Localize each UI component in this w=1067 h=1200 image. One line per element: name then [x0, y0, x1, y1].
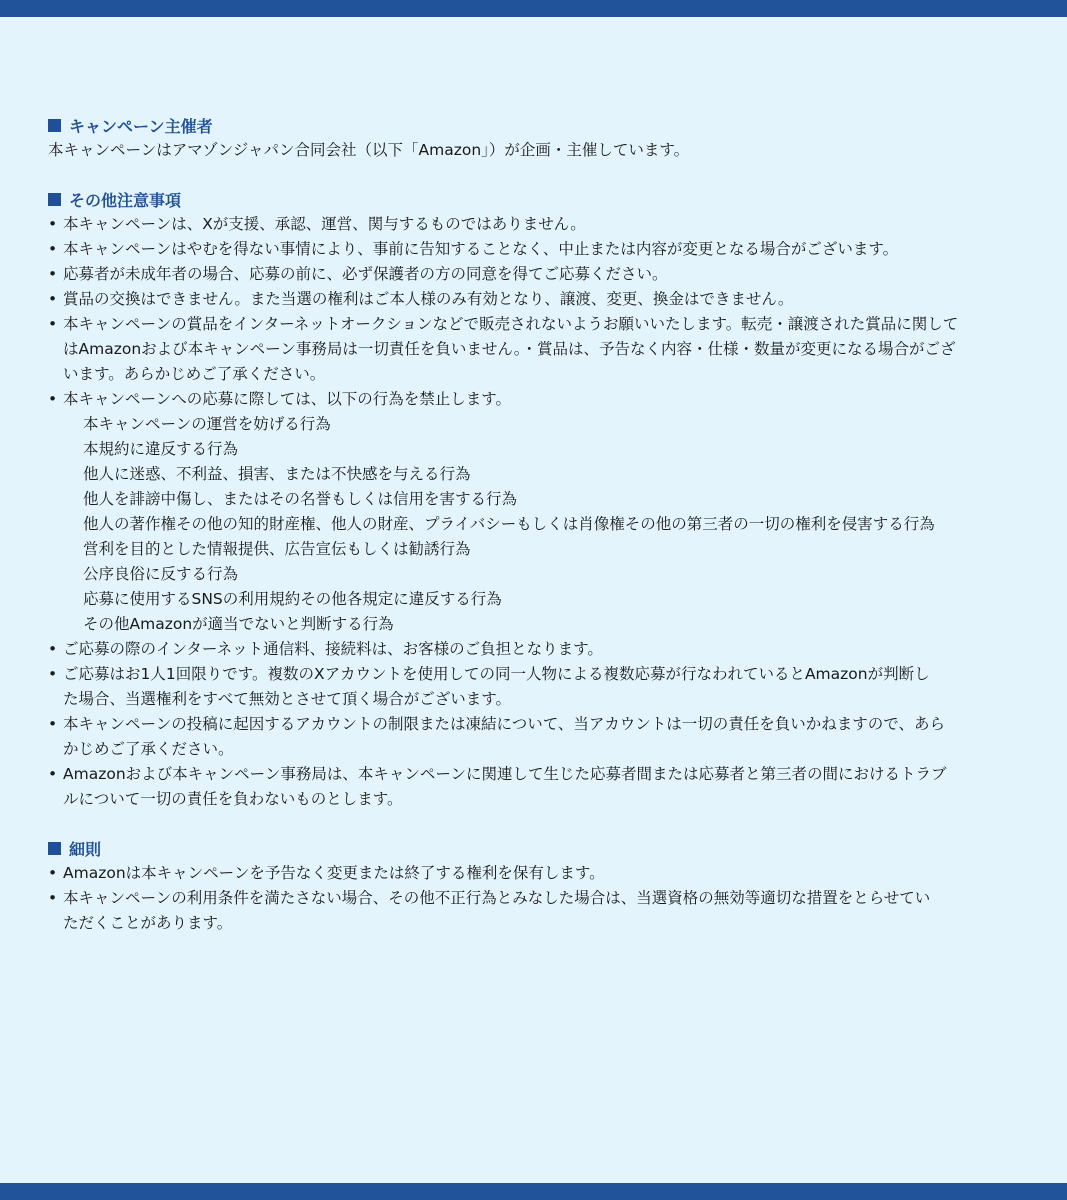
list-item — [48, 762, 1028, 812]
prohibited-act-item: 応募に使用するSNSの利用規約その他各規定に違反する行為 — [83, 590, 502, 608]
bullet-dot-icon: • — [48, 240, 58, 258]
section-heading — [48, 835, 1028, 861]
list-item-text: 賞品の交換はできません。また当選の権利はご本人様のみ有効となり、譲渡、変更、換金はできません。 — [63, 290, 794, 308]
list-item — [48, 886, 1028, 936]
list-item-text: ご応募の際のインターネット通信料、接続料は、お客様のご負担となります。 — [63, 640, 603, 658]
prohibited-act-item: その他Amazonが適当でないと判断する行為 — [83, 615, 394, 633]
prohibited-act-item: 他人を誹謗中傷し、またはその名誉もしくは信用を害する行為 — [83, 490, 518, 508]
terms-content — [48, 112, 1028, 959]
bullet-dot-icon: • — [48, 765, 58, 783]
list-item-text: ただくことがあります。 — [63, 914, 233, 932]
rules-list — [48, 861, 1028, 936]
bullet-dot-icon: • — [48, 390, 58, 408]
list-item-text: います。あらかじめご了承ください。 — [63, 365, 326, 383]
bullet-dot-icon: • — [48, 715, 58, 733]
list-item — [48, 637, 1028, 662]
list-item-text: 応募者が未成年者の場合、応募の前に、必ず保護者の方の同意を得てご応募ください。 — [63, 265, 668, 283]
prohibited-act-item: 本規約に違反する行為 — [83, 440, 239, 458]
notes-list — [48, 212, 1028, 812]
list-item-text: た場合、当選権利をすべて無効とさせて頂く場合がございます。 — [63, 690, 511, 708]
prohibited-act-item: 営利を目的とした情報提供、広告宣伝もしくは勧誘行為 — [83, 540, 471, 558]
list-item — [48, 312, 1028, 387]
bottom-accent-bar — [0, 1183, 1067, 1200]
section-heading — [48, 186, 1028, 212]
square-bullet-icon — [48, 193, 61, 206]
section-heading-label: キャンペーン主催者 — [69, 116, 213, 136]
list-item-text: 本キャンペーンの投稿に起因するアカウントの制限または凍結について、当アカウントは一切の責任を負いかねますので、あら — [63, 715, 945, 733]
square-bullet-icon — [48, 119, 61, 132]
list-item-text: はAmazonおよび本キャンペーン事務局は一切責任を負いません。・賞品は、予告なく内容・仕様・数量が変更になる場合がござ — [63, 340, 956, 358]
list-item — [48, 237, 1028, 262]
list-item — [48, 262, 1028, 287]
bullet-dot-icon: • — [48, 315, 58, 333]
section-organizer — [48, 112, 1028, 163]
square-bullet-icon — [48, 842, 61, 855]
prohibited-act-item: 他人の著作権その他の知的財産権、他人の財産、プライバシーもしくは肖像権その他の第三者の一切の権利を侵害する行為 — [83, 515, 935, 533]
list-item — [48, 287, 1028, 312]
list-item-text: かじめご了承ください。 — [63, 740, 234, 758]
bullet-dot-icon: • — [48, 864, 58, 882]
prohibited-act-item: 本キャンペーンの運営を妨げる行為 — [83, 415, 331, 433]
section-heading-label: その他注意事項 — [69, 190, 182, 210]
bullet-dot-icon: • — [48, 889, 58, 907]
section-heading — [48, 112, 1028, 138]
list-item-text: Amazonおよび本キャンペーン事務局は、本キャンペーンに関連して生じた応募者間または応募者と第三者の間におけるトラブ — [63, 765, 947, 783]
list-item — [48, 212, 1028, 237]
section-notes — [48, 186, 1028, 812]
list-item — [48, 387, 1028, 637]
list-item-text: Amazonは本キャンペーンを予告なく変更または終了する権利を保有します。 — [63, 864, 605, 882]
prohibited-act-item: 他人に迷惑、不利益、損害、または不快感を与える行為 — [83, 465, 471, 483]
bullet-dot-icon: • — [48, 665, 58, 683]
bullet-dot-icon: • — [48, 265, 58, 283]
prohibited-act-item: 公序良俗に反する行為 — [83, 565, 239, 583]
list-item-text: 本キャンペーンの利用条件を満たさない場合、その他不正行為とみなした場合は、当選資格の無効等適切な措置をとらせてい — [63, 889, 931, 907]
bullet-dot-icon: • — [48, 290, 58, 308]
list-item-text: 本キャンペーンは、Xが支援、承認、運営、関与するものではありません。 — [63, 215, 586, 233]
top-accent-bar — [0, 0, 1067, 17]
organizer-text: 本キャンペーンはアマゾンジャパン合同会社（以下「Amazon」）が企画・主催しています。 — [48, 141, 690, 159]
list-item-text: 本キャンペーンの賞品をインターネットオークションなどで販売されないようお願いいたします。転売・譲渡された賞品に関して — [63, 315, 959, 333]
list-item-text: 本キャンペーンへの応募に際しては、以下の行為を禁止します。 — [63, 390, 511, 408]
section-rules — [48, 835, 1028, 936]
list-item-text: 本キャンペーンはやむを得ない事情により、事前に告知することなく、中止または内容が変更となる場合がございます。 — [63, 240, 899, 258]
section-heading-label: 細則 — [69, 839, 102, 859]
bullet-dot-icon: • — [48, 215, 58, 233]
list-item — [48, 861, 1028, 886]
list-item-text: ルについて一切の責任を負わないものとします。 — [63, 790, 403, 808]
list-item-text: ご応募はお1人1回限りです。複数のXアカウントを使用しての同一人物による複数応募が行なわれているとAmazonが判断し — [63, 665, 930, 683]
bullet-dot-icon: • — [48, 640, 58, 658]
list-item — [48, 712, 1028, 762]
list-item — [48, 662, 1028, 712]
